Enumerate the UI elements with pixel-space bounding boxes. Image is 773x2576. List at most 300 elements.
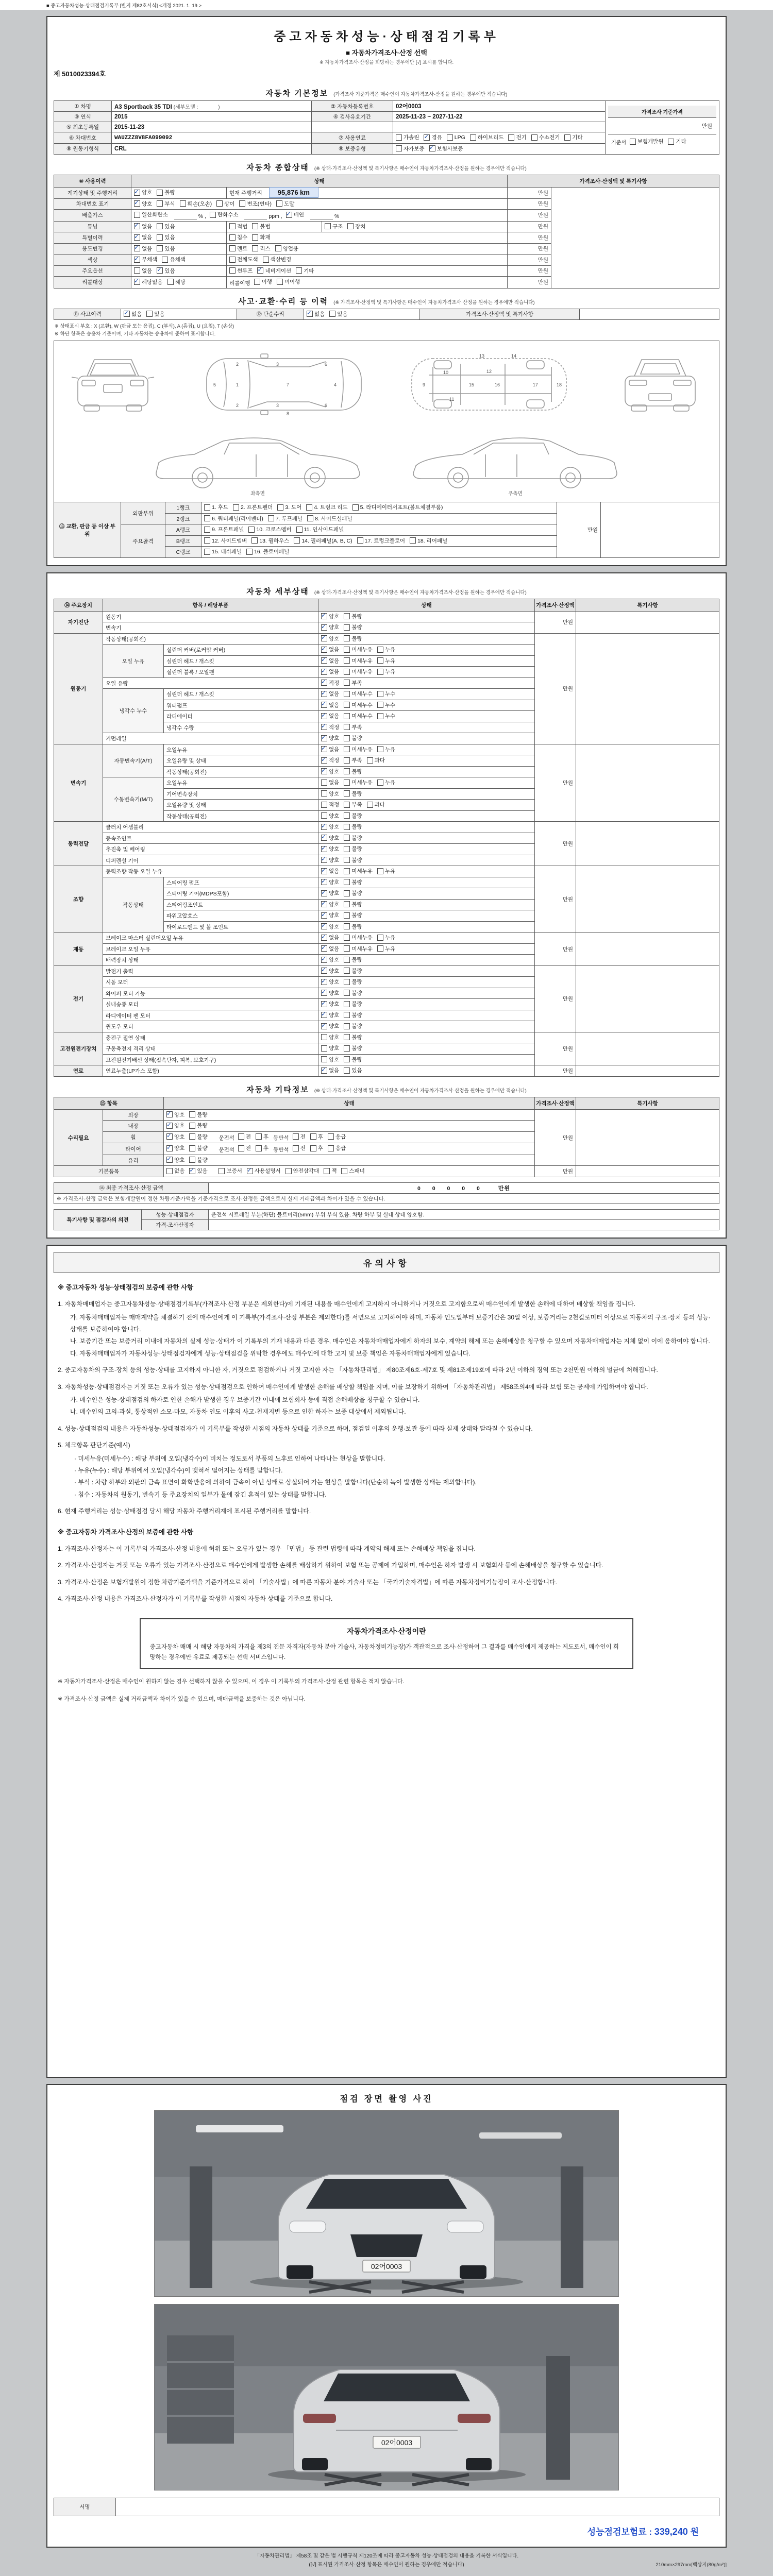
checkbox-option[interactable]: 불량 — [344, 1056, 362, 1063]
checkbox-option[interactable]: 있음 — [344, 1066, 362, 1074]
checkbox-option[interactable]: 수소전기 — [531, 133, 560, 141]
checkbox-option[interactable]: ✓ 없음 — [134, 223, 152, 230]
checkbox-option[interactable]: ✓ 양호 — [321, 956, 339, 963]
checkbox-option[interactable]: 전체도색 — [229, 256, 258, 263]
item-label: 윈도우 모터 — [103, 1021, 318, 1032]
price-ref-header: 가격조사 기준가격 — [608, 106, 716, 118]
checkbox-option[interactable]: ✓ 네비게이션 — [257, 267, 291, 275]
checkbox-option[interactable]: ✓ 양호 — [321, 911, 339, 919]
checkbox-option[interactable]: 불량 — [344, 1000, 362, 1008]
checkbox-option[interactable]: ✓ 없음 — [134, 245, 152, 252]
checkbox-option[interactable]: ✓ 없음 — [321, 690, 339, 698]
checkbox-option[interactable]: 누유 — [377, 945, 395, 953]
checkbox-option[interactable]: 불량 — [344, 967, 362, 975]
checkbox-option[interactable]: 11. 인사이드패널 — [296, 526, 344, 533]
checkbox-option[interactable]: 하이브리드 — [470, 133, 504, 141]
checkbox-option[interactable]: 색상변경 — [263, 256, 292, 263]
detail-price-header: 가격조사·산정액 — [535, 599, 576, 611]
checkbox-option[interactable]: ✓ 양호 — [321, 1000, 339, 1008]
status-cell — [318, 1043, 535, 1055]
checkbox-option[interactable]: ✓ 없음 — [321, 646, 339, 653]
checkbox-option[interactable]: ✓ 양호 — [166, 1133, 184, 1141]
checkbox-option[interactable]: 미세누수 — [344, 690, 373, 698]
checkbox-option[interactable]: 보증서 — [219, 1167, 242, 1175]
checkbox-option[interactable]: 불량 — [344, 911, 362, 919]
checkbox-option[interactable]: 불량 — [157, 189, 175, 196]
checkbox-option[interactable]: 도말 — [276, 200, 294, 208]
fuel-label: ⑦ 사용연료 — [312, 132, 393, 144]
checkbox-option[interactable]: 전 — [238, 1144, 251, 1152]
checkbox-option[interactable]: 불량 — [344, 1011, 362, 1019]
car-left-side-outline-icon — [147, 426, 368, 488]
checkbox-option[interactable]: 불량 — [344, 734, 362, 742]
checkbox-option[interactable]: 기타 — [296, 267, 314, 275]
checkbox-icon — [167, 279, 174, 285]
checkbox-option[interactable]: 전 — [293, 1144, 306, 1152]
checkbox-option[interactable]: 자가보증 — [396, 145, 425, 152]
checkbox-option[interactable]: 불량 — [344, 768, 362, 775]
status-cell — [318, 888, 535, 900]
checkbox-option[interactable]: ✓ 양호 — [321, 845, 339, 853]
notice-line: · 부식 : 차량 하부와 외판의 금속 표면이 화학반응에 의하여 금속이 아닌 상태로 상실되어 가는 현상을 말합니다(단순히 녹이 발생한 상태는 제외합니다). — [74, 1479, 477, 1486]
checkbox-option[interactable]: 전 — [293, 1133, 306, 1141]
item-label: 오일누유 — [164, 744, 318, 755]
status-cell — [318, 611, 535, 622]
checkbox-option[interactable]: ✓ 양호 — [134, 200, 152, 208]
inline-label: 동반석 — [273, 1135, 289, 1142]
detail-row — [54, 933, 719, 944]
checkbox-icon — [377, 647, 383, 653]
checkbox-option[interactable]: 후 — [256, 1144, 268, 1152]
rankA-label: A랭크 — [165, 524, 201, 536]
checkbox-option[interactable]: ✓ 양호 — [321, 768, 339, 775]
checkbox-option[interactable]: 불량 — [189, 1144, 207, 1152]
status-cell — [227, 265, 508, 277]
checkbox-option[interactable]: 변조(변타) — [239, 200, 272, 208]
text: 1 — [236, 382, 239, 388]
checkbox-option[interactable]: 이행 — [254, 278, 272, 285]
checkbox-icon — [166, 1168, 173, 1174]
rect — [649, 394, 671, 400]
checkbox-option[interactable]: ✓ 양호 — [134, 189, 152, 196]
checkbox-icon — [321, 901, 327, 907]
price-cell: 만원 — [508, 243, 551, 255]
checkbox-option[interactable]: ✓ 양호 — [166, 1156, 184, 1164]
checkbox-icon — [166, 1133, 173, 1140]
checkbox-option[interactable]: 누유 — [377, 668, 395, 675]
item-label: 실린더 커버(로커암 커버) — [164, 645, 318, 656]
status-cell — [318, 955, 535, 966]
remark-cell — [576, 933, 719, 966]
checkbox-option[interactable]: 불량 — [344, 834, 362, 842]
inline-label: % — [334, 213, 340, 219]
status-cell — [227, 277, 508, 289]
signature-label: 서명 — [54, 2498, 116, 2516]
checkbox-option[interactable]: ✓ 없음 — [307, 310, 325, 318]
item-label: 원동기 — [103, 611, 318, 622]
status-header: 상태 — [131, 175, 508, 188]
checkbox-option[interactable]: ✓ 없음 — [321, 1066, 339, 1074]
detail-title: 자동차 세부상태 — [246, 587, 309, 596]
checkbox-option[interactable]: ✓ 양호 — [321, 613, 339, 620]
checkbox-icon — [564, 134, 570, 141]
checkbox-option[interactable]: ✓ 있음 — [157, 267, 175, 275]
checkbox-option[interactable]: 없음 — [166, 1167, 184, 1175]
checkbox-option[interactable]: 양호 — [321, 790, 339, 798]
checkbox-option[interactable]: 7. 루프패널 — [268, 515, 303, 522]
inline-label: 운전석 — [219, 1146, 234, 1153]
checkbox-option[interactable]: 장치 — [347, 223, 365, 230]
checkbox-option[interactable]: 훼손(오손) — [180, 200, 212, 208]
checkbox-icon — [377, 868, 383, 874]
checkbox-option[interactable]: 구조 — [325, 223, 343, 230]
checkbox-option[interactable]: 기타 — [564, 133, 582, 141]
checkbox-icon — [396, 145, 402, 151]
checkbox-option[interactable]: ✓ 없음 — [321, 945, 339, 953]
checkbox-option[interactable]: ✓ 양호 — [321, 923, 339, 930]
checkbox-option[interactable]: 불량 — [344, 889, 362, 897]
checkbox-option[interactable]: ✓ 있음 — [189, 1167, 207, 1175]
checkbox-icon — [377, 657, 383, 664]
checkbox-option[interactable]: 가솔린 — [396, 133, 419, 141]
checkbox-option[interactable]: 렌트 — [229, 245, 247, 252]
checkbox-option[interactable]: 응급 — [328, 1133, 346, 1141]
basic-info-header — [54, 88, 719, 98]
rankC-label: C랭크 — [165, 547, 201, 558]
checkbox-option[interactable]: 해당 — [167, 278, 186, 286]
checkbox-option[interactable]: 불량 — [344, 1033, 362, 1041]
checkbox-option[interactable]: 침수 — [229, 233, 247, 241]
checkbox-option[interactable]: 양호 — [321, 812, 339, 820]
checkbox-option[interactable]: 불량 — [189, 1111, 207, 1118]
checkbox-icon — [344, 935, 350, 941]
checkbox-option[interactable]: 불량 — [344, 1022, 362, 1030]
remark-cell — [576, 611, 719, 633]
checkbox-option[interactable]: 미세누유 — [344, 867, 373, 875]
checkbox-option[interactable]: ✓ 적정 — [321, 723, 339, 731]
checkbox-option[interactable]: 불량 — [344, 823, 362, 831]
checkbox-option[interactable]: 불량 — [344, 790, 362, 798]
checkbox-option[interactable]: 탄화수소 — [210, 211, 239, 218]
accident-price-header: 가격조사·산정액 및 특기사항 — [420, 309, 580, 320]
checkbox-option[interactable]: 누유 — [377, 745, 395, 753]
main-device-header: ⑭ 주요장치 — [54, 599, 103, 611]
rect — [527, 361, 544, 369]
checkbox-option[interactable]: 과다 — [367, 801, 385, 808]
remark-cell — [576, 1109, 719, 1166]
checkbox-option[interactable]: 있음 — [329, 310, 347, 318]
checkbox-option[interactable]: ✓ 없음 — [321, 668, 339, 675]
remark-cell — [576, 633, 719, 744]
checkbox-option[interactable]: 없음 — [321, 778, 339, 786]
checkbox-icon — [424, 134, 430, 141]
checkbox-option[interactable]: ✓ 양호 — [321, 901, 339, 908]
checkbox-option[interactable]: 12. 사이드멤버 — [204, 537, 247, 545]
checkbox-option[interactable]: 18. 리어패널 — [410, 537, 447, 545]
checkbox-option[interactable]: 미세누수 — [344, 712, 373, 720]
checkbox-option[interactable]: 누유 — [377, 657, 395, 665]
checkbox-option[interactable]: ✓ 사용설명서 — [247, 1167, 281, 1175]
status-cell — [318, 677, 535, 689]
checkbox-option[interactable]: 미세누유 — [344, 745, 373, 753]
checkbox-option[interactable]: 불량 — [189, 1122, 207, 1129]
photos-title: 점검 장면 촬영 사진 — [340, 2094, 433, 2104]
checkbox-option[interactable]: 8. 사이드실패널 — [307, 515, 352, 522]
checkbox-option[interactable]: 16. 플로어패널 — [246, 548, 289, 555]
text: 7 — [287, 382, 290, 388]
text: 12 — [486, 369, 492, 375]
checkbox-option[interactable]: 누유 — [377, 646, 395, 653]
checkbox-option[interactable]: 불량 — [344, 878, 362, 886]
checkbox-option[interactable]: 불량 — [344, 978, 362, 986]
checkbox-icon — [324, 1168, 330, 1174]
checkbox-option[interactable]: 부족 — [344, 679, 362, 687]
checkbox-icon — [189, 1123, 195, 1129]
checkbox-icon — [344, 979, 350, 985]
inspection-period-value — [393, 112, 606, 122]
item-label: 발전기 출력 — [103, 965, 318, 977]
checkbox-option[interactable]: 기타 — [668, 138, 686, 145]
checkbox-icon — [344, 746, 350, 752]
checkbox-option[interactable]: ✓ 없음 — [321, 701, 339, 709]
signature-row — [54, 2498, 719, 2516]
item-label: 타이어 — [103, 1143, 164, 1155]
checkbox-option[interactable]: ✓ 없음 — [321, 934, 339, 941]
checkbox-option[interactable]: 일산화탄소 — [134, 211, 168, 218]
checkbox-option[interactable]: 불량 — [344, 856, 362, 864]
checkbox-option[interactable]: 10. 크로스멤버 — [248, 526, 291, 533]
circle — [566, 473, 575, 482]
checkbox-option[interactable]: 불량 — [344, 923, 362, 930]
diagram-right-side-view — [405, 426, 626, 497]
checkbox-option[interactable]: 유채색 — [162, 256, 185, 263]
checkbox-option[interactable]: 있음 — [157, 245, 175, 252]
rect — [434, 400, 451, 408]
checkbox-option[interactable]: 불량 — [189, 1156, 207, 1164]
checkbox-option[interactable]: ✓ 없음 — [124, 310, 142, 318]
checkbox-option[interactable]: ✓ 양호 — [321, 1022, 339, 1030]
accident-notes — [55, 323, 718, 338]
checkbox-option[interactable]: ✓ 적정 — [321, 679, 339, 687]
reg-no-label: ② 자동차등록번호 — [312, 101, 393, 112]
detail-row — [54, 866, 719, 877]
checkbox-option[interactable]: 9. 프론트패널 — [204, 526, 244, 533]
checkbox-option[interactable]: 17. 트렁크플로어 — [357, 537, 405, 545]
checkbox-icon — [321, 735, 327, 741]
rect — [412, 359, 566, 410]
checkbox-option[interactable]: ✓ 없음 — [134, 233, 152, 241]
checkbox-option[interactable]: 3. 도어 — [277, 503, 301, 511]
checkbox-icon — [257, 267, 263, 274]
checkbox-option[interactable]: 상이 — [216, 200, 234, 208]
checkbox-icon — [321, 912, 327, 919]
checkbox-option[interactable]: 있음 — [157, 233, 175, 241]
checkbox-option[interactable]: 15. 대쉬패널 — [204, 548, 242, 555]
checkbox-option[interactable]: 리스 — [252, 245, 270, 252]
checkbox-option[interactable]: 있음 — [146, 310, 164, 318]
checkbox-option[interactable]: 불량 — [344, 635, 362, 642]
checkbox-option[interactable]: ✓ 무채색 — [134, 256, 157, 263]
checkbox-option[interactable]: ✓ 양호 — [321, 878, 339, 886]
remark-cell — [576, 744, 719, 822]
checkbox-icon — [508, 134, 514, 141]
checkbox-option[interactable]: 14. 필러패널(A, B, C) — [294, 537, 352, 545]
checkbox-option[interactable]: 후 — [310, 1144, 323, 1152]
checkbox-option[interactable]: 부족 — [344, 801, 362, 808]
status-cell — [227, 243, 508, 255]
price-cell: 만원 — [508, 255, 551, 266]
checkbox-option[interactable]: 불법 — [252, 223, 270, 230]
checkbox-option[interactable]: 불량 — [344, 956, 362, 963]
checkbox-option[interactable]: ✓ 매연 — [286, 211, 304, 218]
front-license-plate: 02어0003 — [371, 2262, 402, 2270]
checkbox-option[interactable]: 불량 — [344, 989, 362, 997]
item-label: 브레이크 오일 누유 — [103, 943, 318, 955]
checkbox-option[interactable]: 부족 — [344, 723, 362, 731]
checkbox-icon — [344, 957, 350, 963]
checkbox-option[interactable]: 불량 — [189, 1133, 207, 1141]
checkbox-icon — [447, 134, 453, 141]
checkbox-icon — [307, 311, 313, 317]
checkbox-option[interactable]: ✓ 보험사보증 — [429, 145, 463, 152]
checkbox-option[interactable]: 불량 — [344, 613, 362, 620]
checkbox-option[interactable]: 불량 — [344, 1044, 362, 1052]
text: 3 — [276, 362, 279, 367]
checkbox-option[interactable]: 불량 — [344, 845, 362, 853]
checkbox-option[interactable]: 전 — [238, 1133, 251, 1141]
inspector-label: 성능·상태점검자 — [142, 1209, 209, 1219]
status-cell — [131, 221, 227, 232]
item-label: 추진축 및 베어링 — [103, 844, 318, 855]
checkbox-option[interactable]: 누수 — [377, 712, 395, 720]
checkbox-option[interactable]: 과다 — [367, 756, 385, 764]
checkbox-option[interactable]: ✓ 없음 — [321, 712, 339, 720]
item-label: 휠 — [103, 1131, 164, 1143]
checkbox-option[interactable]: 적법 — [229, 223, 247, 230]
checkbox-option[interactable]: 미세누유 — [344, 646, 373, 653]
checkbox-option[interactable]: 5. 라디에이터서포트(볼트체결부품) — [352, 503, 443, 511]
checkbox-option[interactable]: 스패너 — [341, 1167, 364, 1175]
checkbox-icon — [134, 267, 140, 274]
checkbox-option[interactable]: 불량 — [344, 812, 362, 820]
checkbox-icon — [321, 657, 327, 664]
checkbox-option[interactable]: ✓ 양호 — [321, 989, 339, 997]
checkbox-option[interactable]: ✓ 없음 — [321, 867, 339, 875]
notice-line: · 미세누유(미세누수) : 해당 부위에 오일(냉각수)이 비치는 정도로서 부품의 노후로 인하여 나타나는 현상을 말합니다. — [74, 1454, 385, 1462]
checkbox-option[interactable]: 1. 후드 — [204, 503, 228, 511]
checkbox-option[interactable]: 부식 — [157, 200, 175, 208]
status-cell — [318, 999, 535, 1010]
checkbox-option[interactable]: 미세누유 — [344, 934, 373, 941]
checkbox-option[interactable]: 누수 — [377, 690, 395, 698]
checkbox-option[interactable]: 양호 — [321, 1056, 339, 1063]
checkbox-option[interactable]: 썬루프 — [229, 267, 253, 275]
checkbox-option[interactable]: ✓ 양호 — [321, 978, 339, 986]
checkbox-option[interactable]: 누유 — [377, 778, 395, 786]
checkbox-option[interactable]: 누수 — [377, 701, 395, 709]
checkbox-option[interactable]: 미세누유 — [344, 657, 373, 665]
checkbox-option[interactable]: ✓ 없음 — [321, 657, 339, 665]
row-label: 차대번호 표기 — [54, 198, 131, 210]
status-cell — [131, 255, 227, 266]
checkbox-option[interactable]: 4. 트렁크 리드 — [306, 503, 347, 511]
car-damage-diagram — [54, 341, 719, 502]
appraiser-opinion — [209, 1219, 719, 1230]
checkbox-option[interactable]: 후 — [310, 1133, 323, 1141]
checkbox-option[interactable]: ✓ 양호 — [321, 635, 339, 642]
checkbox-option[interactable]: 안전삼각대 — [285, 1167, 320, 1175]
checkbox-icon — [344, 835, 350, 841]
checkbox-option[interactable]: ✓ 경유 — [424, 133, 442, 141]
checkbox-option[interactable]: ✓ 양호 — [321, 856, 339, 864]
checkbox-option[interactable]: ✓ 양호 — [321, 823, 339, 831]
checkbox-icon — [321, 702, 327, 708]
price-survey-select-checkbox[interactable]: ■ 자동차가격조사·산정 선택 — [346, 49, 427, 57]
repair-need-label: 수리필요 — [54, 1109, 103, 1166]
checkbox-option[interactable]: 양호 — [321, 1044, 339, 1052]
checkbox-option[interactable]: 불량 — [344, 901, 362, 908]
checkbox-option[interactable]: ✓ 양호 — [321, 734, 339, 742]
checkbox-option[interactable]: 미세누유 — [344, 778, 373, 786]
checkbox-option[interactable]: 누유 — [377, 867, 395, 875]
checkbox-option[interactable]: 불량 — [344, 623, 362, 631]
checkbox-option[interactable]: 화재 — [252, 233, 270, 241]
checkbox-option[interactable]: ✓ 양호 — [166, 1122, 184, 1129]
checkbox-option[interactable]: 없음 — [134, 267, 152, 275]
checkbox-option[interactable]: 있음 — [157, 223, 175, 230]
checkbox-option[interactable]: 전기 — [508, 133, 526, 141]
span-val: 02어0003 — [396, 104, 422, 110]
checkbox-option[interactable]: 응급 — [328, 1144, 346, 1152]
checkbox-option[interactable]: 잭 — [324, 1167, 337, 1175]
checkbox-option[interactable]: 후 — [256, 1133, 268, 1141]
tbody — [54, 611, 719, 1076]
checkbox-option[interactable]: 미세누유 — [344, 668, 373, 675]
checkbox-option[interactable]: 양호 — [321, 1033, 339, 1041]
inline-label — [212, 1135, 215, 1141]
checkbox-option[interactable]: LPG — [447, 134, 465, 141]
checkbox-option[interactable]: 2. 프론트펜더 — [233, 503, 273, 511]
row-label: 계기상태 및 주행거리 — [54, 188, 131, 199]
text: 9 — [422, 382, 425, 388]
checkbox-option[interactable]: 누유 — [377, 934, 395, 941]
status-cell — [318, 1054, 535, 1065]
checkbox-option[interactable]: ✓ 양호 — [321, 834, 339, 842]
checkbox-option[interactable]: ✓ 해당없음 — [134, 278, 163, 286]
checkbox-option[interactable]: 보험개발원 — [630, 138, 664, 145]
basic-info-table — [54, 100, 719, 155]
checkbox-option[interactable]: 미이행 — [277, 278, 300, 285]
inspection-photo-rear — [154, 2304, 619, 2490]
checkbox-option[interactable]: ✓ 양호 — [166, 1144, 184, 1152]
checkbox-option[interactable]: ✓ 적정 — [321, 756, 339, 764]
checkbox-option[interactable]: 부족 — [344, 756, 362, 764]
checkbox-option[interactable]: ✓ 양호 — [321, 1011, 339, 1019]
checkbox-option[interactable]: 13. 휠하우스 — [251, 537, 289, 545]
checkbox-option[interactable]: 미세누수 — [344, 701, 373, 709]
checkbox-option[interactable]: ✓ 양호 — [321, 967, 339, 975]
checkbox-option[interactable]: ✓ 양호 — [321, 623, 339, 631]
inline-label — [212, 1170, 215, 1176]
checkbox-option[interactable]: 적정 — [321, 801, 339, 808]
checkbox-option[interactable]: ✓ 양호 — [321, 889, 339, 897]
checkbox-option[interactable]: ✓ 없음 — [321, 745, 339, 753]
checkbox-option[interactable]: 6. 쿼터패널(리어펜더) — [204, 515, 263, 522]
checkbox-option[interactable]: 미세누유 — [344, 945, 373, 953]
checkbox-option[interactable]: 영업용 — [275, 245, 298, 252]
signature-area[interactable] — [116, 2498, 719, 2516]
checkbox-option[interactable]: ✓ 양호 — [166, 1111, 184, 1118]
